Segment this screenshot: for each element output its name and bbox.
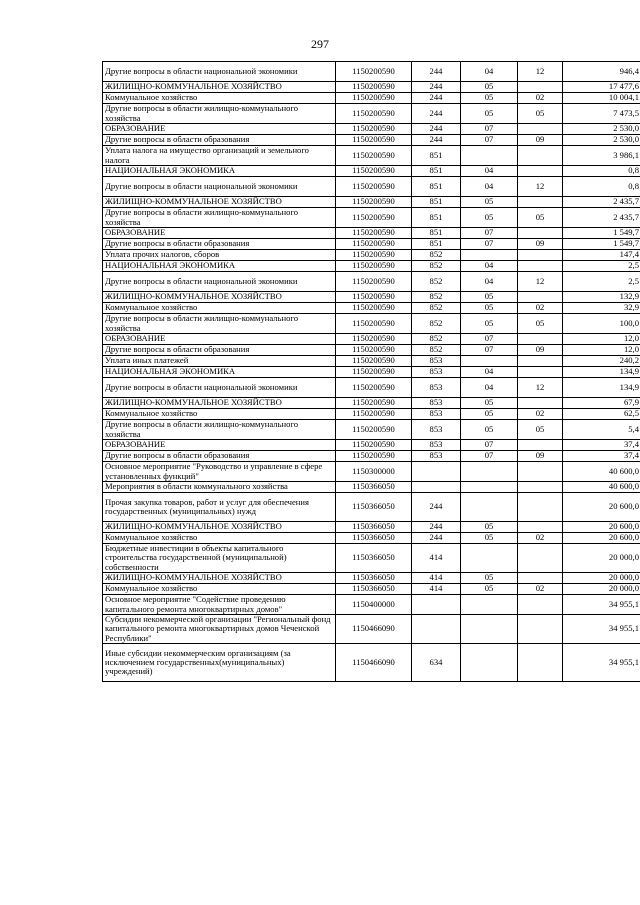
cell-sum: 34 955,1 [563, 615, 640, 644]
cell-csr: 1150200590 [336, 82, 412, 93]
cell-sum: 34 955,1 [563, 644, 640, 682]
cell-name: Субсидии некоммерческой организации "Региональный фонд капитального ремонта многоквартирных домов Чеченской Республики" [103, 615, 336, 644]
cell-pr: 05 [518, 314, 563, 334]
cell-sum: 12,0 [563, 345, 640, 356]
cell-csr: 1150466090 [336, 644, 412, 682]
cell-name: Коммунальное хозяйство [103, 93, 336, 104]
cell-vr: 853 [412, 440, 461, 451]
cell-name: ЖИЛИЩНО-КОММУНАЛЬНОЕ ХОЗЯЙСТВО [103, 292, 336, 303]
cell-vr: 851 [412, 146, 461, 166]
cell-rz: 05 [461, 573, 518, 584]
cell-csr: 1150200590 [336, 378, 412, 398]
cell-vr: 244 [412, 82, 461, 93]
cell-pr: 12 [518, 177, 563, 197]
table-row [103, 135, 640, 146]
cell-sum: 2,5 [563, 261, 640, 272]
table-row [103, 239, 640, 250]
cell-name: ЖИЛИЩНО-КОММУНАЛЬНОЕ ХОЗЯЙСТВО [103, 398, 336, 409]
table-row [103, 493, 640, 522]
table-row [103, 314, 640, 334]
cell-rz [461, 493, 518, 522]
table-row [103, 398, 640, 409]
cell-name: Коммунальное хозяйство [103, 303, 336, 314]
cell-name: Другие вопросы в области жилищно-коммунального хозяйства [103, 104, 336, 124]
cell-csr: 1150200590 [336, 398, 412, 409]
cell-pr [518, 644, 563, 682]
cell-rz: 05 [461, 208, 518, 228]
cell-rz [461, 250, 518, 261]
cell-sum: 0,8 [563, 177, 640, 197]
cell-vr: 851 [412, 208, 461, 228]
cell-rz: 05 [461, 584, 518, 595]
cell-rz: 04 [461, 166, 518, 177]
cell-pr: 09 [518, 239, 563, 250]
cell-pr: 09 [518, 451, 563, 462]
cell-name: Другие вопросы в области национальной экономики [103, 378, 336, 398]
cell-vr: 853 [412, 409, 461, 420]
cell-name: НАЦИОНАЛЬНАЯ ЭКОНОМИКА [103, 367, 336, 378]
cell-pr [518, 462, 563, 482]
cell-pr: 05 [518, 420, 563, 440]
cell-sum: 10 004,1 [563, 93, 640, 104]
cell-pr: 02 [518, 584, 563, 595]
cell-csr: 1150200590 [336, 303, 412, 314]
cell-vr: 853 [412, 451, 461, 462]
cell-csr: 1150466090 [336, 615, 412, 644]
table-row [103, 482, 640, 493]
cell-name: ОБРАЗОВАНИЕ [103, 334, 336, 345]
cell-rz [461, 544, 518, 573]
cell-rz: 05 [461, 292, 518, 303]
page-number: 297 [311, 37, 329, 51]
table-row [103, 334, 640, 345]
cell-name: Другие вопросы в области жилищно-коммунального хозяйства [103, 314, 336, 334]
cell-pr [518, 292, 563, 303]
cell-rz [461, 482, 518, 493]
cell-csr: 1150200590 [336, 166, 412, 177]
table-row [103, 146, 640, 166]
cell-rz: 05 [461, 409, 518, 420]
cell-csr: 1150200590 [336, 314, 412, 334]
cell-pr: 02 [518, 533, 563, 544]
cell-pr [518, 522, 563, 533]
cell-rz: 05 [461, 93, 518, 104]
table-row [103, 345, 640, 356]
cell-rz: 04 [461, 272, 518, 292]
cell-sum: 2 530,0 [563, 135, 640, 146]
cell-name: ЖИЛИЩНО-КОММУНАЛЬНОЕ ХОЗЯЙСТВО [103, 82, 336, 93]
cell-vr: 244 [412, 93, 461, 104]
cell-name: Другие вопросы в области национальной экономики [103, 272, 336, 292]
cell-csr: 1150200590 [336, 104, 412, 124]
table-row [103, 228, 640, 239]
cell-pr [518, 573, 563, 584]
cell-vr: 414 [412, 584, 461, 595]
cell-vr: 853 [412, 356, 461, 367]
cell-sum: 0,8 [563, 166, 640, 177]
cell-csr: 1150200590 [336, 345, 412, 356]
table-row [103, 124, 640, 135]
cell-sum: 2 435,7 [563, 208, 640, 228]
cell-sum: 20 600,0 [563, 522, 640, 533]
cell-vr: 851 [412, 228, 461, 239]
cell-rz: 05 [461, 522, 518, 533]
cell-rz [461, 615, 518, 644]
cell-pr [518, 398, 563, 409]
cell-sum: 100,0 [563, 314, 640, 334]
cell-pr [518, 493, 563, 522]
cell-csr: 1150200590 [336, 334, 412, 345]
cell-csr: 1150200590 [336, 197, 412, 208]
cell-sum: 240,2 [563, 356, 640, 367]
cell-vr: 852 [412, 261, 461, 272]
cell-name: ОБРАЗОВАНИЕ [103, 124, 336, 135]
cell-rz: 07 [461, 440, 518, 451]
cell-name: ЖИЛИЩНО-КОММУНАЛЬНОЕ ХОЗЯЙСТВО [103, 522, 336, 533]
cell-csr: 1150200590 [336, 124, 412, 135]
cell-sum: 20 600,0 [563, 493, 640, 522]
cell-csr: 1150200590 [336, 440, 412, 451]
cell-sum: 1 549,7 [563, 228, 640, 239]
cell-csr: 1150200590 [336, 356, 412, 367]
table-row [103, 93, 640, 104]
cell-name: Основное мероприятие "Руководство и управление в сфере установленных функций" [103, 462, 336, 482]
cell-csr: 1150200590 [336, 261, 412, 272]
cell-pr [518, 367, 563, 378]
cell-rz: 04 [461, 367, 518, 378]
cell-name: Другие вопросы в области жилищно-коммунального хозяйства [103, 420, 336, 440]
cell-pr [518, 482, 563, 493]
cell-csr: 1150200590 [336, 409, 412, 420]
cell-csr: 1150200590 [336, 62, 412, 82]
cell-pr [518, 440, 563, 451]
cell-name: ОБРАЗОВАНИЕ [103, 228, 336, 239]
cell-vr: 853 [412, 367, 461, 378]
cell-rz: 07 [461, 451, 518, 462]
cell-name: Коммунальное хозяйство [103, 533, 336, 544]
cell-sum: 7 473,5 [563, 104, 640, 124]
cell-vr: 853 [412, 378, 461, 398]
cell-pr: 02 [518, 93, 563, 104]
cell-csr: 1150200590 [336, 250, 412, 261]
cell-vr: 414 [412, 544, 461, 573]
table-row [103, 261, 640, 272]
cell-csr: 1150366050 [336, 584, 412, 595]
cell-csr: 1150200590 [336, 135, 412, 146]
cell-sum: 134,9 [563, 367, 640, 378]
cell-csr: 1150400000 [336, 595, 412, 615]
cell-vr: 853 [412, 398, 461, 409]
cell-sum: 37,4 [563, 440, 640, 451]
table-row [103, 104, 640, 124]
budget-table [102, 61, 640, 682]
cell-rz: 07 [461, 228, 518, 239]
cell-vr: 853 [412, 420, 461, 440]
cell-sum: 3 986,1 [563, 146, 640, 166]
cell-csr: 1150366050 [336, 493, 412, 522]
cell-sum: 67,9 [563, 398, 640, 409]
cell-rz [461, 146, 518, 166]
cell-name: Мероприятия в области коммунального хозяйства [103, 482, 336, 493]
cell-pr: 09 [518, 345, 563, 356]
cell-sum: 20 000,0 [563, 544, 640, 573]
cell-name: Другие вопросы в области образования [103, 135, 336, 146]
cell-pr: 12 [518, 62, 563, 82]
table-row [103, 208, 640, 228]
cell-vr: 244 [412, 522, 461, 533]
cell-name: Другие вопросы в области образования [103, 239, 336, 250]
cell-name: Уплата налога на имущество организаций и земельного налога [103, 146, 336, 166]
table-row [103, 420, 640, 440]
cell-vr: 851 [412, 197, 461, 208]
cell-csr: 1150200590 [336, 420, 412, 440]
cell-vr: 852 [412, 303, 461, 314]
cell-vr: 852 [412, 272, 461, 292]
table-row [103, 303, 640, 314]
cell-name: ОБРАЗОВАНИЕ [103, 440, 336, 451]
table-row [103, 272, 640, 292]
cell-rz [461, 462, 518, 482]
cell-sum: 134,9 [563, 378, 640, 398]
cell-csr: 1150200590 [336, 272, 412, 292]
cell-name: Другие вопросы в области образования [103, 451, 336, 462]
cell-rz: 07 [461, 135, 518, 146]
cell-pr: 05 [518, 208, 563, 228]
table-row [103, 584, 640, 595]
cell-pr: 02 [518, 303, 563, 314]
cell-pr [518, 228, 563, 239]
cell-csr: 1150200590 [336, 177, 412, 197]
cell-pr [518, 82, 563, 93]
cell-vr: 852 [412, 314, 461, 334]
cell-rz: 05 [461, 314, 518, 334]
table-row [103, 292, 640, 303]
cell-csr: 1150200590 [336, 451, 412, 462]
cell-vr: 414 [412, 573, 461, 584]
cell-rz: 05 [461, 533, 518, 544]
cell-rz: 07 [461, 334, 518, 345]
table-row [103, 166, 640, 177]
cell-vr: 244 [412, 104, 461, 124]
cell-sum: 40 600,0 [563, 462, 640, 482]
cell-sum: 20 000,0 [563, 573, 640, 584]
cell-pr [518, 615, 563, 644]
cell-name: Другие вопросы в области национальной экономики [103, 62, 336, 82]
cell-pr [518, 124, 563, 135]
cell-csr: 1150200590 [336, 93, 412, 104]
table-row [103, 451, 640, 462]
cell-sum: 17 477,6 [563, 82, 640, 93]
cell-vr: 852 [412, 345, 461, 356]
cell-vr: 852 [412, 292, 461, 303]
table-row [103, 62, 640, 82]
cell-name: Коммунальное хозяйство [103, 409, 336, 420]
cell-pr [518, 197, 563, 208]
table-row [103, 367, 640, 378]
cell-sum: 2 435,7 [563, 197, 640, 208]
cell-rz: 05 [461, 82, 518, 93]
table-row [103, 595, 640, 615]
cell-name: ЖИЛИЩНО-КОММУНАЛЬНОЕ ХОЗЯЙСТВО [103, 573, 336, 584]
cell-vr: 851 [412, 166, 461, 177]
cell-pr [518, 544, 563, 573]
table-row [103, 378, 640, 398]
table-row [103, 356, 640, 367]
cell-csr: 1150366050 [336, 573, 412, 584]
cell-pr [518, 250, 563, 261]
cell-sum: 147,4 [563, 250, 640, 261]
cell-sum: 12,0 [563, 334, 640, 345]
cell-csr: 1150200590 [336, 228, 412, 239]
cell-rz [461, 644, 518, 682]
cell-name: Другие вопросы в области жилищно-коммунального хозяйства [103, 208, 336, 228]
cell-pr: 05 [518, 104, 563, 124]
cell-vr: 852 [412, 334, 461, 345]
cell-sum: 62,5 [563, 409, 640, 420]
table-row [103, 440, 640, 451]
cell-csr: 1150366050 [336, 544, 412, 573]
table-row [103, 644, 640, 682]
cell-sum: 20 600,0 [563, 533, 640, 544]
cell-pr: 12 [518, 272, 563, 292]
table-row [103, 533, 640, 544]
cell-rz: 05 [461, 303, 518, 314]
cell-sum: 1 549,7 [563, 239, 640, 250]
cell-vr: 244 [412, 533, 461, 544]
cell-rz: 05 [461, 104, 518, 124]
cell-name: Уплата иных платежей [103, 356, 336, 367]
table-row [103, 409, 640, 420]
cell-name: Уплата прочих налогов, сборов [103, 250, 336, 261]
cell-csr: 1150200590 [336, 292, 412, 303]
cell-name: ЖИЛИЩНО-КОММУНАЛЬНОЕ ХОЗЯЙСТВО [103, 197, 336, 208]
cell-name: Другие вопросы в области национальной экономики [103, 177, 336, 197]
table-row [103, 82, 640, 93]
cell-csr: 1150366050 [336, 482, 412, 493]
cell-rz: 07 [461, 124, 518, 135]
cell-name: НАЦИОНАЛЬНАЯ ЭКОНОМИКА [103, 261, 336, 272]
cell-csr: 1150200590 [336, 239, 412, 250]
cell-vr: 244 [412, 135, 461, 146]
cell-vr: 851 [412, 239, 461, 250]
cell-sum: 20 000,0 [563, 584, 640, 595]
table-row [103, 462, 640, 482]
cell-rz: 05 [461, 197, 518, 208]
cell-rz [461, 595, 518, 615]
cell-rz: 07 [461, 345, 518, 356]
cell-pr: 12 [518, 378, 563, 398]
cell-sum: 5,4 [563, 420, 640, 440]
table-row [103, 544, 640, 573]
cell-pr [518, 595, 563, 615]
cell-pr [518, 334, 563, 345]
cell-rz: 04 [461, 177, 518, 197]
cell-pr [518, 356, 563, 367]
table-row [103, 522, 640, 533]
cell-vr [412, 482, 461, 493]
table-row [103, 573, 640, 584]
table-row [103, 250, 640, 261]
cell-csr: 1150200590 [336, 208, 412, 228]
cell-name: Бюджетные инвестиции в объекты капитального строительства государственной (муниципальной) собственности [103, 544, 336, 573]
cell-rz: 05 [461, 420, 518, 440]
cell-sum: 40 600,0 [563, 482, 640, 493]
cell-rz [461, 356, 518, 367]
cell-name: Прочая закупка товаров, работ и услуг для обеспечения государственных (муниципальных) нужд [103, 493, 336, 522]
cell-sum: 2,5 [563, 272, 640, 292]
cell-name: Другие вопросы в области образования [103, 345, 336, 356]
cell-pr: 02 [518, 409, 563, 420]
cell-rz: 04 [461, 261, 518, 272]
cell-rz: 07 [461, 239, 518, 250]
cell-sum: 946,4 [563, 62, 640, 82]
cell-name: Иные субсидии некоммерческим организациям (за исключением государственных(муниципальных) учреждений) [103, 644, 336, 682]
cell-vr: 244 [412, 124, 461, 135]
cell-vr: 852 [412, 250, 461, 261]
cell-sum: 34 955,1 [563, 595, 640, 615]
table-body [103, 62, 640, 682]
table-row [103, 615, 640, 644]
cell-csr: 1150200590 [336, 146, 412, 166]
cell-pr [518, 261, 563, 272]
cell-vr [412, 462, 461, 482]
cell-vr: 851 [412, 177, 461, 197]
cell-name: НАЦИОНАЛЬНАЯ ЭКОНОМИКА [103, 166, 336, 177]
cell-rz: 04 [461, 62, 518, 82]
cell-pr: 09 [518, 135, 563, 146]
cell-vr [412, 595, 461, 615]
cell-sum: 32,9 [563, 303, 640, 314]
cell-name: Основное мероприятие "Содействие проведению капитального ремонта многоквартирных домов" [103, 595, 336, 615]
cell-rz: 05 [461, 398, 518, 409]
cell-sum: 37,4 [563, 451, 640, 462]
cell-pr [518, 166, 563, 177]
cell-vr: 634 [412, 644, 461, 682]
cell-sum: 132,9 [563, 292, 640, 303]
cell-vr: 244 [412, 62, 461, 82]
table-row [103, 197, 640, 208]
table-row [103, 177, 640, 197]
cell-csr: 1150366050 [336, 522, 412, 533]
cell-csr: 1150300000 [336, 462, 412, 482]
cell-rz: 04 [461, 378, 518, 398]
cell-csr: 1150366050 [336, 533, 412, 544]
cell-vr: 244 [412, 493, 461, 522]
cell-csr: 1150200590 [336, 367, 412, 378]
cell-name: Коммунальное хозяйство [103, 584, 336, 595]
cell-vr [412, 615, 461, 644]
cell-sum: 2 530,0 [563, 124, 640, 135]
cell-pr [518, 146, 563, 166]
